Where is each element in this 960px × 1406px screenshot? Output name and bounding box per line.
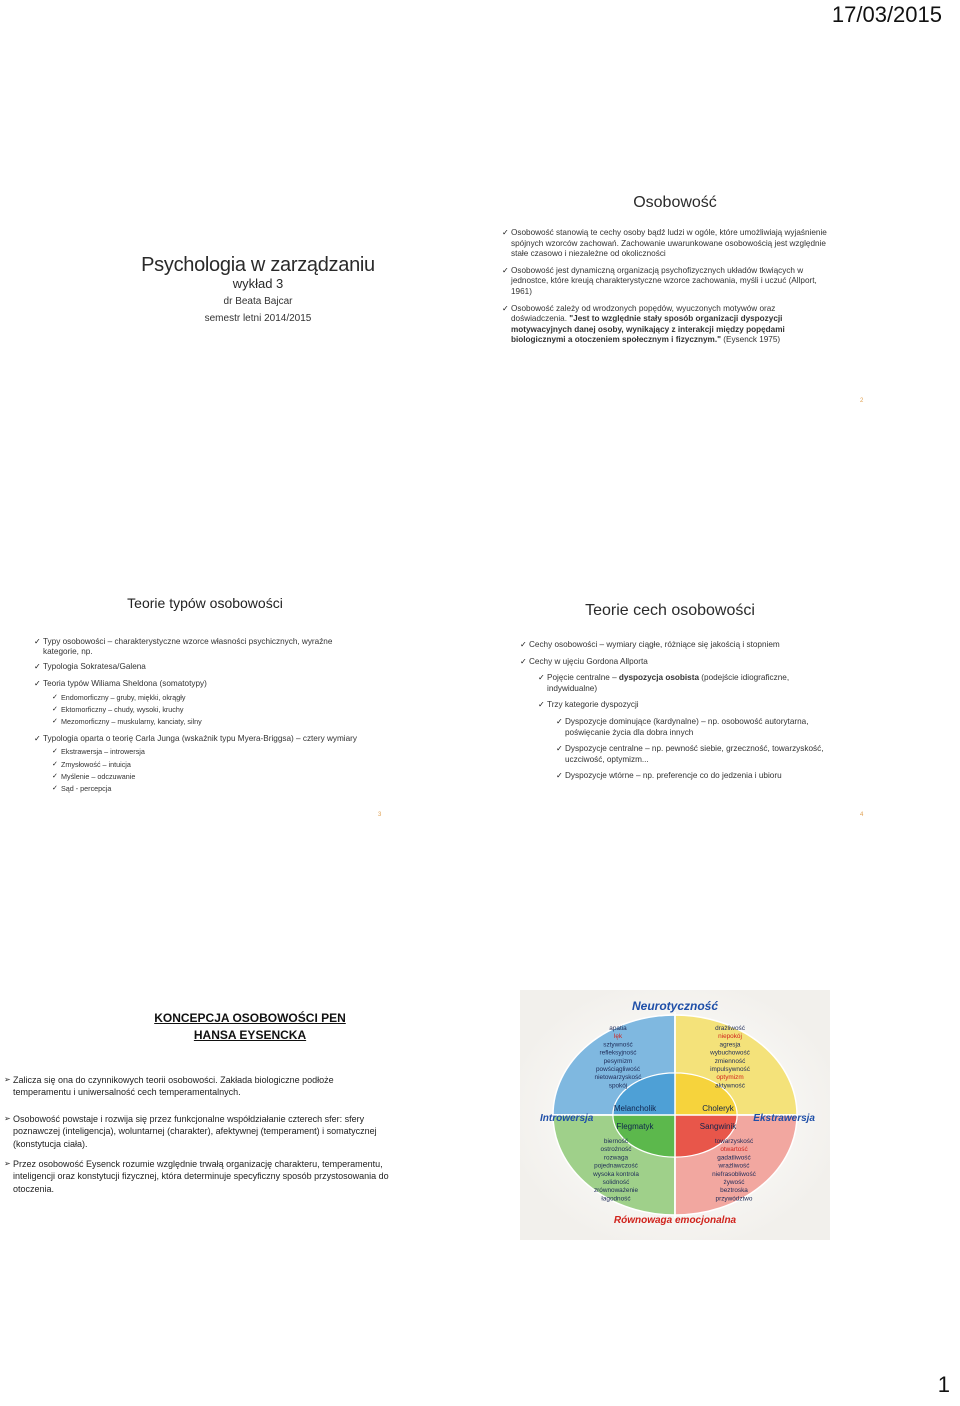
slide2-bullet3-end: (Eysenck 1975): [720, 335, 781, 345]
trait-word-extravert-neurotic: impulsywność: [710, 1066, 750, 1073]
slide5-title: [60, 1010, 440, 1044]
trait-word-extravert-neurotic: zmienność: [714, 1057, 746, 1065]
slide3-subbullet: ✓ Ektomorficzny – chudy, wysoki, kruchy: [52, 705, 364, 715]
trait-word-introvert-stable: łagodność: [601, 1195, 631, 1203]
trait-word-introvert-stable: bierność: [603, 1138, 629, 1145]
slide2-bullet: [502, 304, 832, 346]
slide4-number: 4: [860, 812, 864, 818]
slide4-concept-start: Pojęcie centralne –: [547, 673, 619, 683]
trait-word-introvert-neurotic: spokój: [608, 1082, 628, 1090]
axis-label-stability: Równowaga emocjonalna: [613, 1215, 737, 1226]
slide3-subbullet: ✓ Sąd - percepcja: [52, 784, 364, 794]
trait-word-extravert-neurotic: agresja: [719, 1041, 741, 1049]
slide4-bullet: ✓ Cechy osobowości – wymiary ciągłe, różniące się jakością i stopniem: [520, 640, 840, 651]
slide3-subbullet: ✓ Ekstrawersja – introwersja: [52, 747, 364, 757]
trait-word-extravert-neurotic: optymizm: [716, 1074, 744, 1082]
trait-word-introvert-neurotic: powściągliwość: [595, 1066, 641, 1073]
slide4-concept-bold: dyspozycja osobista: [618, 673, 700, 683]
slide4-subbullet: [538, 673, 840, 694]
slide2-body: [502, 228, 832, 352]
slide3-body: [34, 637, 364, 797]
slide5-body: [4, 1074, 394, 1203]
page-number: 1: [937, 1372, 950, 1397]
trait-word-extravert-stable: przywództwo: [715, 1195, 753, 1203]
slide3-bullet: ✓ Typologia oparta o teorię Carla Junga (wskaźnik typu Myera-Briggsa) – cztery wymiary: [34, 734, 364, 744]
slide5-bullet: ➢ Przez osobowość Eysenck rozumie względnie trwałą organizację charakteru, temperamentu, inteligencji oraz konstytucji fizycznej, która determinuje specyficzny sposób przystosowania do otoczenia.: [4, 1158, 394, 1195]
slide2-number: 2: [860, 398, 864, 404]
axis-label-introversion: Introwersja: [540, 1113, 594, 1124]
trait-word-introvert-stable: rozwaga: [603, 1154, 629, 1162]
slide3-sublist: [52, 747, 364, 795]
temperament-choleryk: Choleryk: [702, 1104, 734, 1113]
slide2-title: Osobowość: [633, 194, 717, 211]
slide3-number: 3: [378, 812, 382, 818]
trait-word-extravert-stable: żywość: [723, 1179, 745, 1186]
slide3-subbullet: ✓ Endomorficzny – gruby, miękki, okrągły: [52, 693, 364, 703]
slide3-sublist: [52, 693, 364, 728]
header-date: 17/03/2015: [831, 2, 942, 27]
trait-word-extravert-neurotic: aktywność: [715, 1082, 745, 1090]
trait-word-extravert-stable: towarzyskość: [714, 1138, 754, 1145]
slide3-title: Teorie typów osobowości: [127, 595, 283, 611]
slide1-author: dr Beata Bajcar: [223, 296, 293, 307]
trait-word-introvert-stable: wysoka kontrola: [593, 1170, 639, 1178]
trait-word-introvert-neurotic: refleksyjność: [599, 1049, 637, 1057]
slide4-concept-end: (podejście idiograficzne, indywidualne): [547, 673, 790, 693]
slide4-subsubbullet: ✓ Dyspozycje centralne – np. pewność siebie, grzeczność, towarzyskość, uczciwość, optymizm...: [556, 744, 840, 765]
trait-word-extravert-stable: beztroska: [720, 1187, 748, 1195]
slide1-subtitle: wykład 3: [232, 276, 284, 291]
trait-word-introvert-stable: zrównoważenie: [593, 1187, 639, 1195]
slide4-title: Teorie cech osobowości: [585, 602, 755, 619]
trait-word-extravert-stable: otwartość: [720, 1146, 748, 1154]
trait-word-extravert-neurotic: drażliwość: [715, 1025, 745, 1032]
trait-word-extravert-stable: wrażliwość: [718, 1162, 750, 1170]
slide2-bullet: ✓ Osobowość jest dynamiczną organizacją psychofizycznych układów tkwiących w jednostce, które kreują charakterystyczne wzorce zachowania, myśli i uczuć (Allport, 1961): [502, 266, 832, 298]
slide3-subbullet: ✓ Zmysłowość – intuicja: [52, 760, 364, 770]
slide1-title: Psychologia w zarządzaniu: [141, 254, 375, 276]
slide4-body: [520, 640, 840, 788]
slide3-bullet: ✓ Teoria typów Wiliama Sheldona (somatotypy): [34, 679, 364, 689]
slide2-bullet3-start: Osobowość zależy od wrodzonych popędów, wyuczonych motywów oraz doświadczenia.: [511, 303, 776, 324]
temperament-flegmatyk: Flegmatyk: [616, 1122, 654, 1131]
slide4-subbullet: ✓ Trzy kategorie dyspozycji: [538, 700, 840, 711]
trait-word-extravert-stable: gadatliwość: [717, 1154, 751, 1162]
slide2-bullet3-quote: "Jest to względnie stały sposób organizacji dyspozycji motywacyjnych danej osoby, wynikający z interakcji między popędami biologicznymi a otoczeniem społecznym i fizycznym.": [511, 314, 785, 345]
trait-word-introvert-neurotic: pesymizm: [603, 1057, 633, 1065]
slide5-title-line1: KONCEPCJA OSOBOWOŚCI PEN: [154, 1011, 346, 1025]
trait-word-introvert-stable: pojednawczość: [594, 1162, 638, 1170]
slide3-subbullet: ✓ Mezomorficzny – muskularny, kanciaty, silny: [52, 717, 364, 727]
trait-word-extravert-stable: niefrasobliwość: [712, 1170, 756, 1178]
axis-label-neuroticism: Neurotyczność: [631, 999, 719, 1013]
axis-label-extraversion: Ekstrawersja: [753, 1113, 815, 1124]
temperament-sangwinik: Sangwinik: [699, 1122, 737, 1131]
slide5-title-line2: HANSA EYSENCKA: [193, 1028, 307, 1042]
trait-word-extravert-neurotic: niepokój: [718, 1033, 742, 1041]
trait-word-extravert-neurotic: wybuchowość: [710, 1049, 750, 1057]
slide4-subsubbullet: ✓ Dyspozycje wtórne – np. preferencje co do jedzenia i ubioru: [556, 771, 840, 782]
trait-word-introvert-neurotic: lęk: [613, 1033, 623, 1041]
temperament-melancholik: Melancholik: [613, 1104, 657, 1113]
trait-word-introvert-neurotic: sztywność: [603, 1041, 633, 1049]
slide3-subbullet: ✓ Myślenie – odczuwanie: [52, 772, 364, 782]
slide2-bullet: ✓ Osobowość stanowią te cechy osoby bądź ludzi w ogóle, które umożliwiają wyjaśnienie spójnych wzorców zachowań. Zachowanie uwarunkowane osobowością jest względnie stałe czasowo i niezależne od okoliczności: [502, 228, 832, 260]
trait-word-introvert-stable: ostrożność: [600, 1146, 632, 1154]
slide3-bullet: ✓ Typy osobowości – charakterystyczne wzorce własności psychicznych, wyraźne kategorie, np.: [34, 637, 364, 658]
slide4-bullet: ✓ Cechy w ujęciu Gordona Allporta: [520, 657, 840, 668]
trait-word-introvert-stable: solidność: [602, 1179, 630, 1186]
slide3-bullet: ✓ Typologia Sokratesa/Galena: [34, 662, 364, 672]
slide1-semester: semestr letni 2014/2015: [204, 313, 312, 324]
trait-word-introvert-neurotic: apatia: [609, 1025, 627, 1032]
slide5-bullet: ➢ Zalicza się ona do czynnikowych teorii osobowości. Zakłada biologiczne podłoże temperamentu i uniwersalność cech temperamentalnych.: [4, 1074, 394, 1099]
eysenck-temperament-diagram: [520, 990, 830, 1240]
trait-word-introvert-neurotic: nietowarzyskość: [594, 1074, 642, 1082]
slide4-subsubbullet: ✓ Dyspozycje dominujące (kardynalne) – np. osobowość autorytarna, poświęcanie życia dla dobra innych: [556, 717, 840, 738]
slide5-bullet: ➢ Osobowość powstaje i rozwija się przez funkcjonalne współdziałanie czterech sfer: sfery poznawczej (inteligencja), woluntarnej (charakter), afektywnej (temperament) i somatycznej (konstytucja ciała).: [4, 1113, 394, 1150]
